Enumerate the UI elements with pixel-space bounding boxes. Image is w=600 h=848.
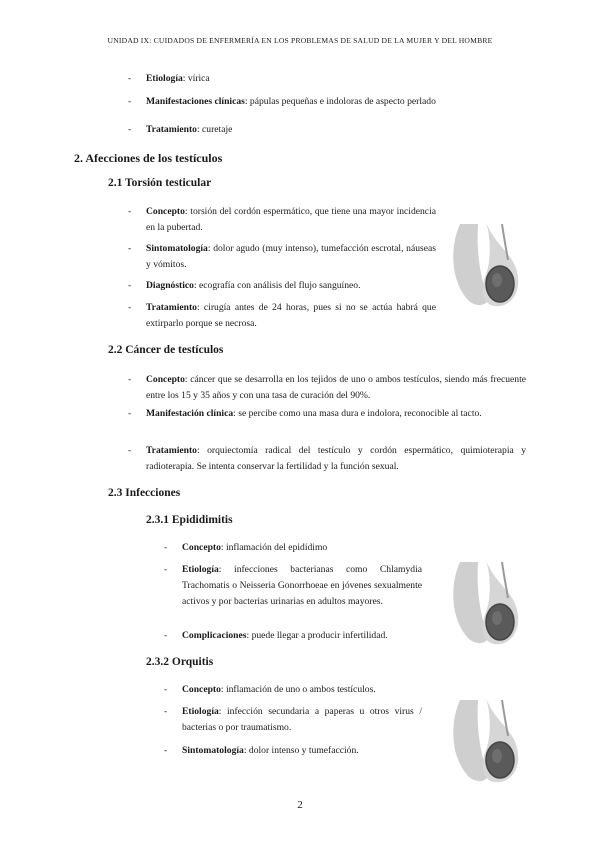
item-text: : pápulas pequeñas e indoloras de aspecto perlado: [244, 96, 436, 107]
item-term: Diagnóstico: [146, 280, 194, 291]
item-term: Sintomatología: [146, 243, 208, 254]
list-item: - Concepto: cáncer que se desarrolla en los tejidos de uno o ambos testículos, siendo más frecuente entre los 15 y 35 años y con una tasa de curación del 90%.: [128, 374, 526, 401]
testicle-illustration: [446, 556, 522, 646]
page-header: UNIDAD IX: CUIDADOS DE ENFERMERÍA EN LOS PROBLEMAS DE SALUD DE LA MUJER Y DEL HOMBRE: [107, 36, 493, 45]
testicle-illustration: [446, 218, 522, 308]
item-term: Complicaciones: [182, 630, 247, 641]
list-item: - Etiología: infecciones bacterianas como Chlamydia Trachomatis o Neisseria Gonorrhoeae en jóvenes sexualmente activos y por bacterias urinarias en adultos mayores.: [164, 564, 422, 607]
item-text: : inflamación del epidídimo: [220, 542, 328, 553]
item-term: Etiología: [182, 564, 219, 575]
item-text: : torsión del cordón espermático, que tiene una mayor incidencia en la pubertad.: [146, 206, 436, 233]
section-title: 2. Afecciones de los testículos: [74, 151, 223, 165]
item-text: : ecografía con análisis del flujo sanguíneo.: [193, 280, 361, 291]
list-item: - Tratamiento: curetaje: [128, 124, 233, 135]
item-term: Etiología: [182, 706, 219, 717]
item-text: : cáncer que se desarrolla en los tejidos de uno o ambos testículos, siendo más frecuente entre los 15 y 35 años y con una tasa de curación del 90%.: [146, 374, 526, 401]
item-text: : inflamación de uno o ambos testículos.: [220, 684, 376, 695]
list-item: - Diagnóstico: ecografía con análisis del flujo sanguíneo.: [128, 280, 361, 291]
list-item: - Etiología: infección secundaria a paperas u otros virus / bacterias o por traumatismo.: [164, 706, 422, 733]
list-item: - Sintomatología: dolor intenso y tumefacción.: [164, 745, 359, 756]
list-item: - Concepto: inflamación del epidídimo: [164, 542, 328, 553]
list-item: - Concepto: inflamación de uno o ambos testículos.: [164, 684, 376, 695]
subsection-title: 2.3.1 Epididimitis: [146, 514, 233, 526]
item-term: Tratamiento: [146, 302, 197, 313]
item-text: : orquiectomía radical del testículo y cordón espermático, quimioterapia y radioterapia. Se intenta conservar la fertilidad y la función sexual.: [146, 445, 526, 472]
item-term: Concepto: [146, 374, 185, 385]
item-text: : infecciones bacterianas como Chlamydia Trachomatis o Neisseria Gonorrhoeae en jóvenes sexualmente activos y por bacterias urinarias en adultos mayores.: [182, 564, 422, 607]
subsection-title: 2.3 Infecciones: [108, 487, 181, 499]
list-item: - Manifestación clínica: se percibe como una masa dura e indolora, reconocible al tacto.: [128, 408, 482, 419]
list-item: - Manifestaciones clínicas: pápulas pequeñas e indoloras de aspecto perlado: [128, 96, 436, 107]
list-item: - Complicaciones: puede llegar a producir infertilidad.: [164, 630, 388, 641]
item-term: Concepto: [182, 684, 221, 695]
list-item: - Etiología: vírica: [128, 73, 210, 84]
item-term: Tratamiento: [146, 445, 197, 456]
list-item: - Concepto: torsión del cordón espermático, que tiene una mayor incidencia en la pubertad.: [128, 206, 436, 233]
list-item: - Tratamiento: cirugía antes de 24 horas, pues si no se actúa habrá que extirparlo porque se necrosa.: [128, 302, 436, 329]
item-term: Concepto: [182, 542, 221, 553]
item-term: Concepto: [146, 206, 185, 217]
testicle-illustration: [446, 694, 522, 784]
subsection-title: 2.2 Cáncer de testículos: [108, 344, 224, 356]
item-term: Manifestación clínica: [146, 408, 234, 419]
item-term: Tratamiento: [146, 124, 197, 135]
item-term: Sintomatología: [182, 745, 244, 756]
page-number: 2: [297, 799, 303, 811]
item-term: Manifestaciones clínicas: [146, 96, 245, 107]
item-text: : infección secundaria a paperas u otros virus / bacterias o por traumatismo.: [182, 706, 422, 733]
list-item: - Sintomatología: dolor agudo (muy intenso), tumefacción escrotal, náuseas y vómitos.: [128, 243, 436, 270]
item-text: : vírica: [182, 73, 210, 84]
item-text: : se percibe como una masa dura e indolora, reconocible al tacto.: [233, 408, 482, 419]
item-text: : curetaje: [196, 124, 233, 135]
list-item: - Tratamiento: orquiectomía radical del testículo y cordón espermático, quimioterapia y radioterapia. Se intenta conservar la fertilidad y la función sexual.: [128, 445, 526, 472]
subsection-title: 2.3.2 Orquitis: [146, 656, 214, 668]
item-text: : dolor agudo (muy intenso), tumefacción escrotal, náuseas y vómitos.: [146, 243, 436, 270]
item-text: : dolor intenso y tumefacción.: [243, 745, 359, 756]
subsection-title: 2.1 Torsión testicular: [108, 177, 212, 189]
item-text: : cirugía antes de 24 horas, pues si no se actúa habrá que extirparlo porque se necrosa.: [146, 302, 436, 329]
item-text: : puede llegar a producir infertilidad.: [246, 630, 388, 641]
item-term: Etiología: [146, 73, 183, 84]
